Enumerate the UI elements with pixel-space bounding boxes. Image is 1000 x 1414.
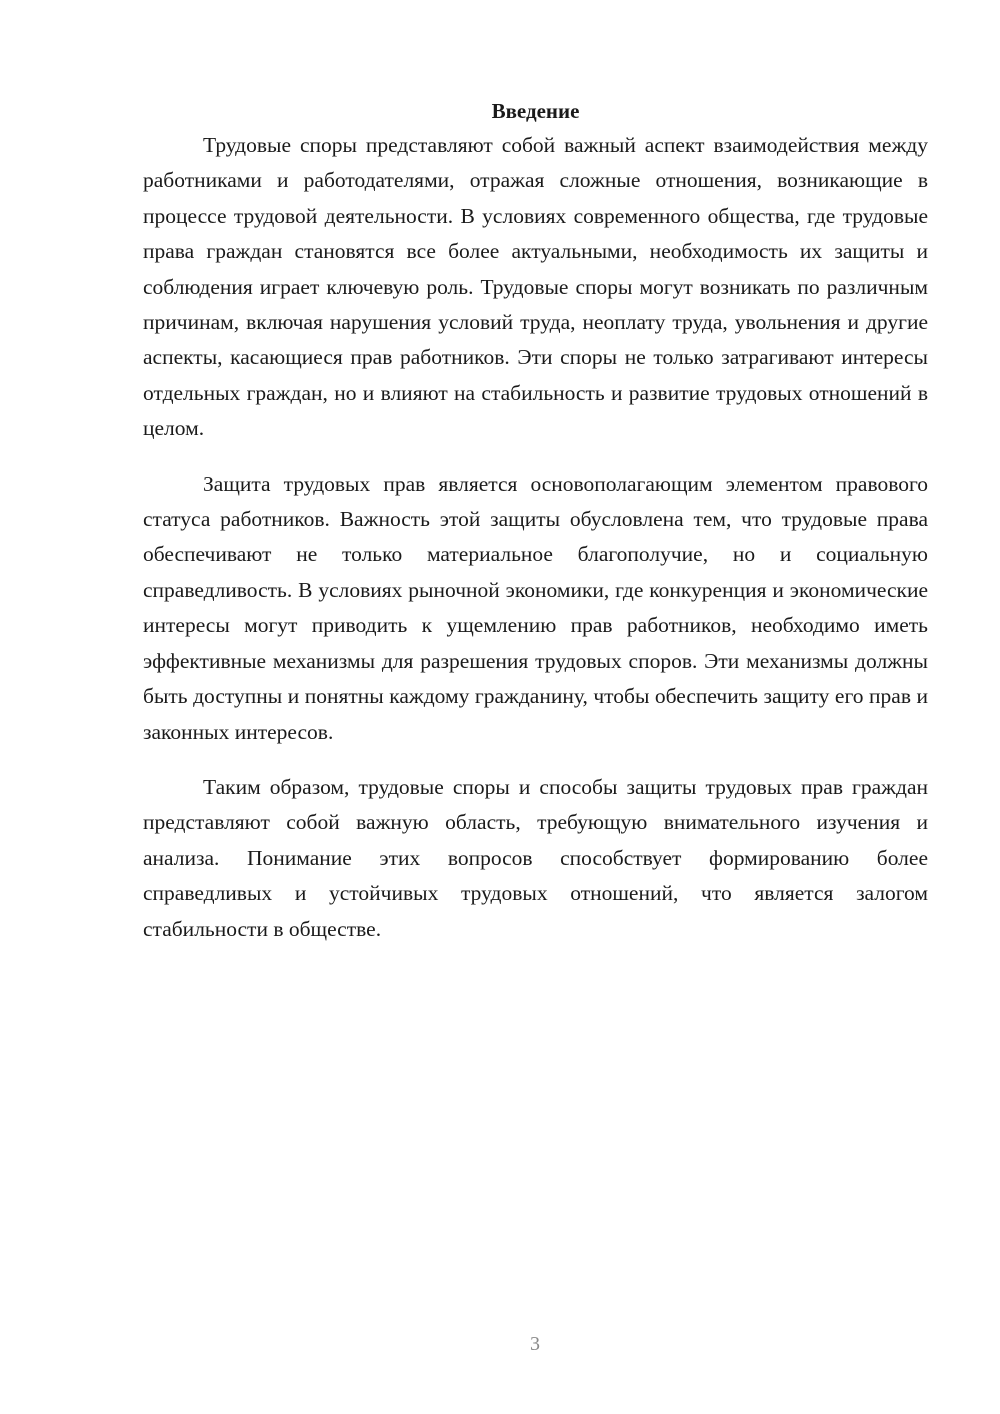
paragraph-2: Защита трудовых прав является основополагающим элементом правового статуса работников. Важность этой защиты обусловлена тем, что трудовые права обеспечивают не только материальное благополучие, но и социальную справедливость. В условиях рыночной экономики, где конкуренция и экономические интересы могут приводить к ущемлению прав работников, необходимо иметь эффективные механизмы для разрешения трудовых споров. Эти механизмы должны быть доступны и понятны каждому гражданину, чтобы обеспечить защиту его прав и законных интересов. [143, 471, 928, 744]
page-number: 3 [530, 1333, 540, 1355]
page-content [143, 94, 928, 947]
paragraph-gap [143, 750, 928, 770]
paragraph-gap [143, 447, 928, 467]
paragraph-1: Трудовые споры представляют собой важный аспект взаимодействия между работниками и работодателями, отражая сложные отношения, возникающие в процессе трудовой деятельности. В условиях современного общества, где трудовые права граждан становятся все более актуальными, необходимость их защиты и соблюдения играет ключевую роль. Трудовые споры могут возникать по различным причинам, включая нарушения условий труда, неоплату труда, увольнения и другие аспекты, касающиеся прав работников. Эти споры не только затрагивают интересы отдельных граждан, но и влияют на стабильность и развитие трудовых отношений в целом. [143, 133, 928, 441]
section-title: Введение [491, 99, 580, 123]
paragraph-3: Таким образом, трудовые споры и способы защиты трудовых прав граждан представляют собой важную область, требующую внимательного изучения и анализа. Понимание этих вопросов способствует формированию более справедливых и устойчивых трудовых отношений, что является залогом стабильности в обществе. [143, 774, 928, 941]
